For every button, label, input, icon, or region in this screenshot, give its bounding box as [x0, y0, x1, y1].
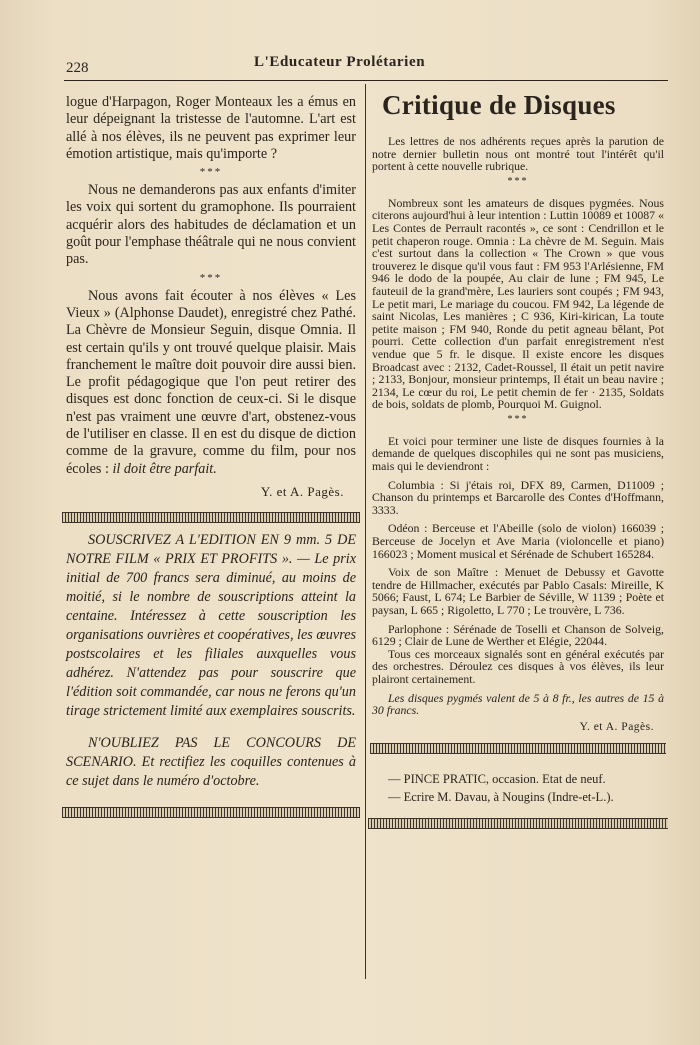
- paragraph: Nombreux sont les amateurs de disques pygmées. Nous citerons aujourd'hui à leur intention : Luttin 10089 et 10087 « Les Contes de Perrault racontés », ce sont : Cendrillon et le petit chaperon rouge. Omnia : La chèvre de M. Seguin. Mais c'est surtout dans la collection « The Crown » que vous trouverez le disque qu'il vous faut : FM 953 l'Arlésienne, FM 946 le dodo de la poupée, Au clair de lune ; FM 945, Le fauteuil de la grand'mère, Les lauriers sont coupés ; FM 943, Le petit mari, Le mariage du coucou. FM 942, La légende de saint Nicolas, Les manières ; C 936, Kiri-kirican, La toute petite maison ; FM 940, Ronde du petit agneau bêlant, Pot pourri. Cette collection d'un parfait enregistrement n'est vendue que 5 fr. le disque. Il existe encore les disques Broadcast avec : 2132, Cadet-Roussel, Il était un petit navire ; 2133, Bonjour, monsieur printemps, Il était un beau navire ; 2134, Le cœur du roi, Le petit chemin de fer · 2135, Soldats de bois, soldats de plomb, Pourquoi M. Guignol.: [372, 195, 664, 412]
- section-separator: ***: [507, 175, 529, 187]
- right-column: [372, 90, 664, 837]
- ornamental-rule: [62, 807, 360, 818]
- ornamental-rule: [62, 512, 360, 523]
- running-title: L'Educateur Prolétarien: [254, 54, 426, 70]
- record-list-item: Parlophone : Sérénade de Toselli et Chanson de Solveig, 6129 ; Clair de Lune de Werther et Elégie, 22044.: [372, 621, 664, 649]
- record-list-item: Voix de son Maître : Menuet de Debussy et Gavotte tendre de Hillmacher, exécutés par Pablo Casals: Mireille, K 5066; Faust, L 674; Le Barbier de Séville, W 1139 ; Poète et paysan, L 665 ; Rigoletto, L 770 ; Le trouvère, L 736.: [372, 565, 664, 617]
- page-header: [64, 54, 670, 80]
- promo-box: [66, 531, 356, 791]
- emphasis-text: il doit être parfait.: [112, 460, 217, 477]
- promo-paragraph: SOUSCRIVEZ A L'EDITION EN 9 mm. 5 DE NOTRE FILM « PRIX ET PROFITS ». — Le prix initial de 700 francs sera diminué, au moins de moitié, si le nombre de souscriptions atteint la centaine. Intéressez à cette souscription les organisations ouvrières et coopératives, les œuvres postscolaires et les filiales auxquelles vous adhérez. N'attendez pas pour souscrire que l'édition soit commandée, car nous ne ferons qu'un tirage strictement limité aux exemplaires souscrits.: [66, 531, 357, 719]
- ornamental-rule: [368, 818, 668, 829]
- paragraph-text: Nous avons fait écouter à nos élèves « Les Vieux » (Alphonse Daudet), enregistré chez Pathé. La Chèvre de Monsieur Seguin, disque Omnia. Il est certain qu'ils y ont trouvé quelque plaisir. Mais franchement le maître doit pouvoir dire aussi bien. Le profit pédagogique que l'on peut retirer des disques est donc fonction de ceux-ci. Si le disque n'est pas vraiment une œuvre d'art, obstenez-vous de l'utiliser en classe. Il en est du disque de diction comme de la gravure, comme du film, pour nos écoles :: [66, 287, 356, 477]
- paragraph: Et voici pour terminer une liste de disques fournies à la demande de quelques discophiles qui ne sont pas musiciens, mais qui le deviendront :: [372, 433, 664, 474]
- ad-line: — Ecrire M. Davau, à Nougins (Indre-et-L.).: [388, 789, 614, 804]
- classified-ad: [372, 770, 664, 806]
- promo-paragraph: N'OUBLIEZ PAS LE CONCOURS DE SCENARIO. Et rectifiez les coquilles contenues à ce sujet dans le numéro d'octobre.: [66, 734, 356, 789]
- page-number: 228: [66, 60, 89, 76]
- paragraph: logue d'Harpagon, Roger Monteaux les a émus en leur dépeignant la tristesse de l'automne. L'art est allé à nos élèves, ils ne peuvent pas exprimer leur émotion artistique, mais qu'importe ?: [66, 94, 356, 162]
- ad-line: — PINCE PRATIC, occasion. Etat de neuf.: [388, 771, 606, 786]
- section-separator: ***: [507, 413, 529, 425]
- column-rule: [365, 84, 366, 979]
- paragraph: [66, 288, 356, 478]
- section-title: Critique de Disques: [382, 90, 616, 120]
- paragraph: Nous ne demanderons pas aux enfants d'imiter les voix qui sortent du gramophone. Ils pourraient acquérir alors des habitudes de déclamation et un goût pour l'emphase théâtrale qui ne nous convient pas.: [66, 182, 356, 268]
- signature: Y. et A. Pagès.: [579, 720, 654, 733]
- left-column: [66, 94, 356, 826]
- record-list-item: Odéon : Berceuse et l'Abeille (solo de violon) 166039 ; Berceuse de Jocelyn et Ave Maria (violoncelle et piano) 166023 ; Moment musical et Sérénade de Schubert 165284.: [372, 521, 664, 561]
- section-separator: ***: [199, 166, 223, 179]
- signature: Y. et A. Pagès.: [260, 483, 344, 499]
- paragraph: Tous ces morceaux signalés sont en général exécutés par des orchestres. Déroulez ces disques à vos élèves, ils leur plairont certainement.: [372, 646, 664, 686]
- ornamental-rule: [370, 743, 666, 754]
- header-rule: [64, 80, 668, 81]
- record-list-item: Columbia : Si j'étais roi, DFX 89, Carmen, D11009 ; Chanson du printemps et Barcarolle des Contes d'Hoffmann, 3333.: [372, 477, 664, 517]
- paragraph: Les disques pygmés valent de 5 à 8 fr., les autres de 15 à 30 francs.: [372, 690, 664, 718]
- paragraph: Les lettres de nos adhérents reçues après la parution de notre dernier bulletin nous ont montré tout l'intérêt qu'il portent à cette nouvelle rubrique.: [372, 134, 664, 174]
- section-separator: ***: [199, 271, 223, 284]
